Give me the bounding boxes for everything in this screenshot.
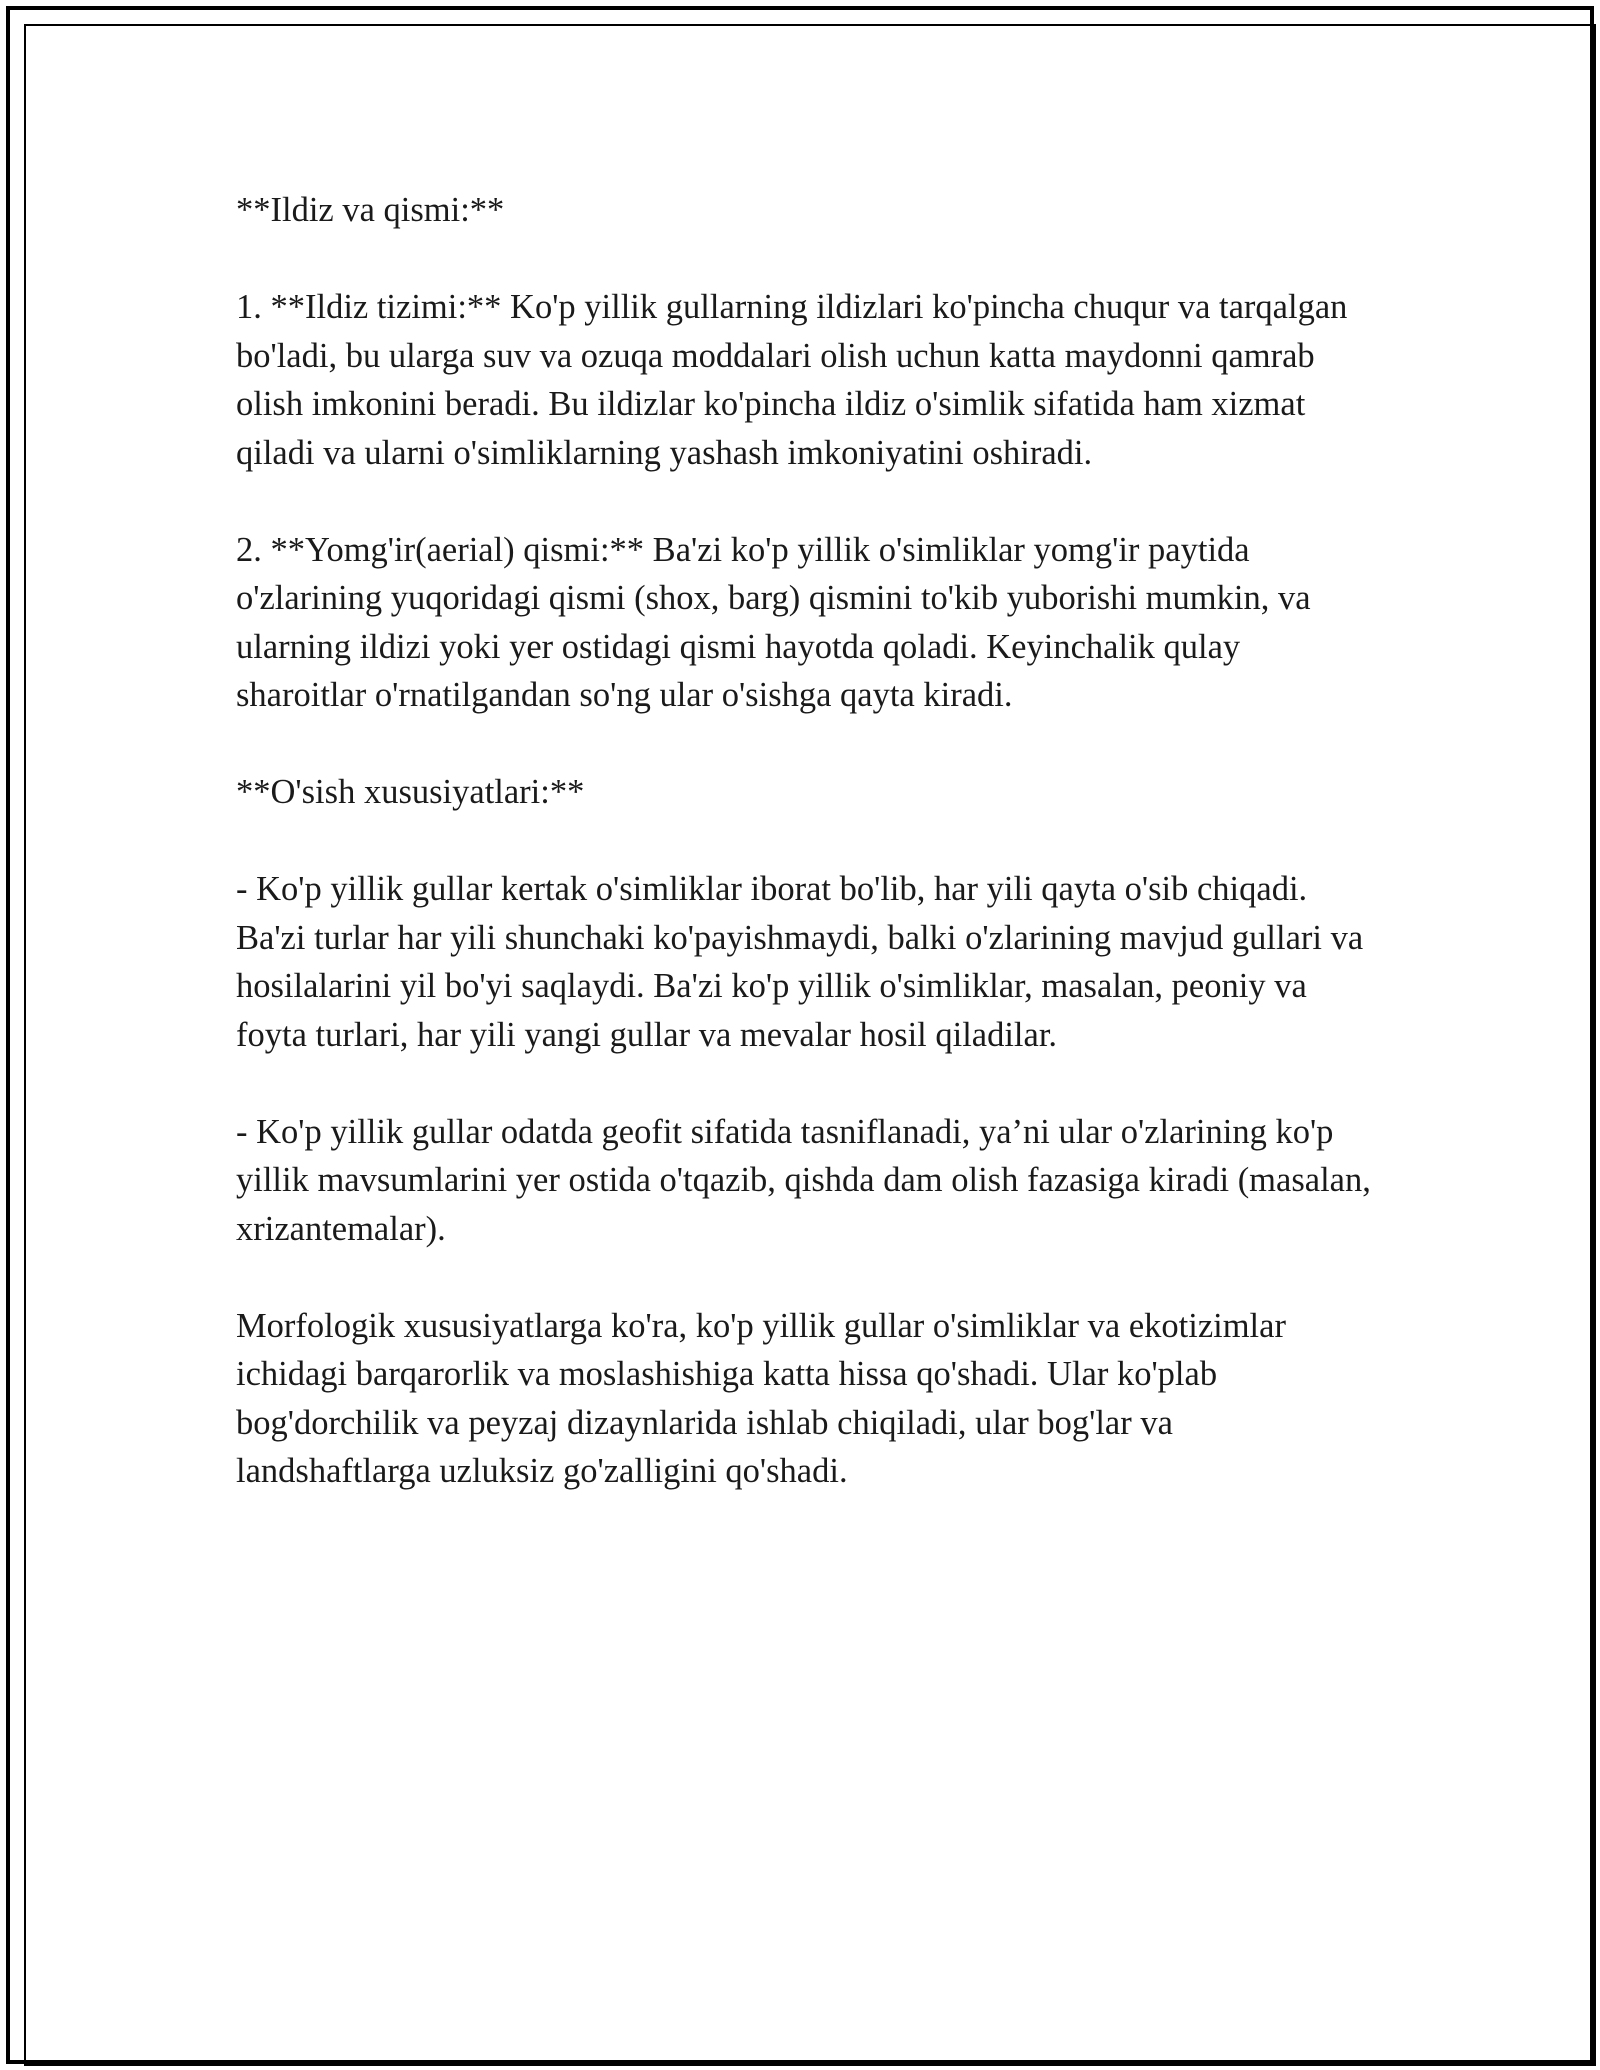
document-body: [236, 186, 1376, 1544]
paragraph-aerial-part: 2. **Yomg'ir(aerial) qismi:** Ba'zi ko'p yillik o'simliklar yomg'ir paytida o'zlarining yuqoridagi qismi (shox, barg) qismini to'kib yuborishi mumkin, va ularning ildizi yoki yer ostidagi qismi hayotda qoladi. Keyinchalik qulay sharoitlar o'rnatilgandan so'ng ular o'sishga qayta kiradi.: [236, 530, 1311, 714]
section-heading-growth: **O'sish xususiyatlari:**: [236, 773, 585, 811]
paragraph-conclusion: Morfologik xususiyatlarga ko'ra, ko'p yillik gullar o'simliklar va ekotizimlar ichidagi barqarorlik va moslashishiga katta hissa qo'shadi. Ular ko'plab bog'dorchilik va peyzaj dizaynlarida ishlab chiqiladi, ular bog'lar va landshaftlarga uzluksiz go'zalligini qo'shadi.: [236, 1306, 1286, 1490]
section-heading-root: **Ildiz va qismi:**: [236, 191, 505, 229]
paragraph-growth-geophyte: - Ko'p yillik gullar odatda geofit sifatida tasniflanadi, ya’ni ular o'zlarining ko'p yillik mavsumlarini yer ostida o'tqazib, qishda dam olish fazasiga kiradi (masalan, xrizantemalar).: [236, 1112, 1371, 1248]
paragraph-root-system: 1. **Ildiz tizimi:** Ko'p yillik gullarning ildizlari ko'pincha chuqur va tarqalgan bo'ladi, bu ularga suv va ozuqa moddalari olish uchun katta maydonni qamrab olish imkonini beradi. Bu ildizlar ko'pincha ildiz o'simlik sifatida ham xizmat qiladi va ularni o'simliklarning yashash imkoniyatini oshiradi.: [236, 288, 1348, 472]
paragraph-growth-regrowth: - Ko'p yillik gullar kertak o'simliklar iborat bo'lib, har yili qayta o'sib chiqadi. Ba'zi turlar har yili shunchaki ko'payishmaydi, balki o'zlarining mavjud gullari va hosilalarini yil bo'yi saqlaydi. Ba'zi ko'p yillik o'simliklar, masalan, peoniy va foyta turlari, har yili yangi gullar va mevalar hosil qiladilar.: [236, 870, 1364, 1054]
